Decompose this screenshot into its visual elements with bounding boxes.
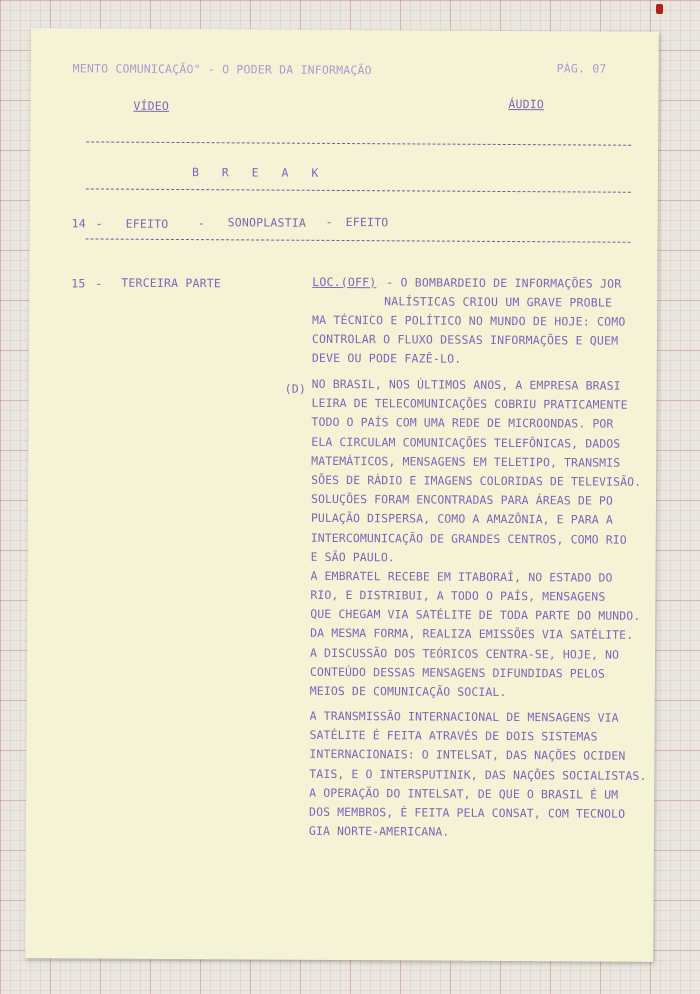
narration-paragraph [310,375,642,703]
narration-line: MATEMÁTICOS, MENSAGENS EM TELETIPO, TRANSMIS [311,453,621,470]
page-number: PÁG. 07 [556,61,607,76]
narration-line: - O BOMBARDEIO DE INFORMAÇÕES JOR [386,275,622,291]
divider-line [86,238,631,242]
narration-line: ELA CIRCULAM COMUNICAÇÕES TELEFÔNICAS, DADOS [311,434,621,451]
narration-line: CONTEÚDO DESSAS MENSAGENS DIFUNDIDAS PELOS [309,664,605,681]
narration-line: GIA NORTE-AMERICANA. [308,823,450,839]
dash: - [95,216,103,231]
narration-line: E SÃO PAULO. [310,549,395,565]
narration-line: SOLUÇÕES FORAM ENCONTRADAS PARA ÁREAS DE PO [310,491,614,508]
loc-off-label: LOC.(OFF) [312,274,377,290]
dash: - [325,214,333,229]
dash: - [197,216,205,231]
scene-number: 14 [71,216,86,231]
narration-line: LEIRA DE TELECOMUNICAÇÕES COBRIU PRATICAMENTE [311,395,628,412]
audio-cue: EFEITO [345,215,389,230]
narration-line: A TRANSMISSÃO INTERNACIONAL DE MENSAGENS VIA [309,708,619,725]
script-page [25,28,659,962]
narration-line: INTERCOMUNICAÇÃO DE GRANDES CENTROS, COMO RIO [310,530,627,547]
dash: - [95,276,103,291]
narration-line: DOS MEMBROS, É FEITA PELA CONSAT, COM TECNOLO [309,804,626,821]
narration-paragraph [309,707,647,843]
narration-line: RIO, E DISTRIBUI, A TODO O PAÍS, MENSAGENS [310,587,606,604]
document-title: MENTO COMUNICAÇÃO" - O PODER DA INFORMAÇÃO [72,61,372,78]
narration-line: A OPERAÇÃO DO INTELSAT, DE QUE O BRASIL É UM [309,785,619,802]
narration-line: QUE CHEGAM VIA SATÉLITE DE TODA PARTE DO MUNDO. [310,607,641,624]
narration-line: TODO O PAÍS COM UMA REDE DE MICROONDAS. POR [311,415,614,432]
push-pin [656,4,663,14]
video-cue: TERCEIRA PARTE [121,275,222,291]
narration-line: INTERNACIONAIS: O INTELSAT, DAS NAÇÕES OCIDEN [309,747,626,764]
narration-line: MEIOS DE COMUNICAÇÃO SOCIAL. [309,683,507,700]
video-cue: EFEITO [125,216,169,231]
divider-line [86,141,631,145]
video-column-header: VÍDEO [133,98,170,113]
scene-number: 15 [71,276,86,291]
narration-line: NALÍSTICAS CRIOU UM GRAVE PROBLE [384,294,613,310]
audio-column-header: ÁUDIO [508,97,545,112]
narration-line: A DISCUSSÃO DOS TEÓRICOS CENTRA-SE, HOJE, NO [309,645,620,662]
narration-line: NO BRASIL, NOS ÚLTIMOS ANOS, A EMPRESA BRASI [311,376,621,393]
d-marker: (D) [284,381,307,396]
divider-line [86,188,631,192]
narration-line: SATÉLITE É FEITA ATRAVÉS DE DOIS SISTEMAS [309,727,598,744]
narration-line: DA MESMA FORMA, REALIZA EMISSÕES VIA SATÉLITE. [310,626,634,643]
audio-cue: SONOPLASTIA [227,215,307,230]
break-label: B R E A K [191,165,327,180]
narration-line: DEVE OU PODE FAZÊ-LO. [311,350,462,366]
narration-line: SÕES DE RÁDIO E IMAGENS COLORIDAS DE TELEVISÃO. [311,472,642,489]
narration-line: PULAÇÃO DISPERSA, COMO A AMAZÔNIA, E PARA A [310,511,613,527]
narration-line: TAIS, E O INTERSPUTINIK, DAS NAÇÕES SOCIALISTAS. [309,766,647,783]
narration-line: MA TÉCNICO E POLÍTICO NO MUNDO DE HOJE: COMO [312,312,626,329]
narration-line: CONTROLAR O FLUXO DESSAS INFORMAÇÕES E QUEM [311,331,619,348]
narration-line: A EMBRATEL RECEBE EM ITABORAÍ, NO ESTADO DO [310,568,613,585]
